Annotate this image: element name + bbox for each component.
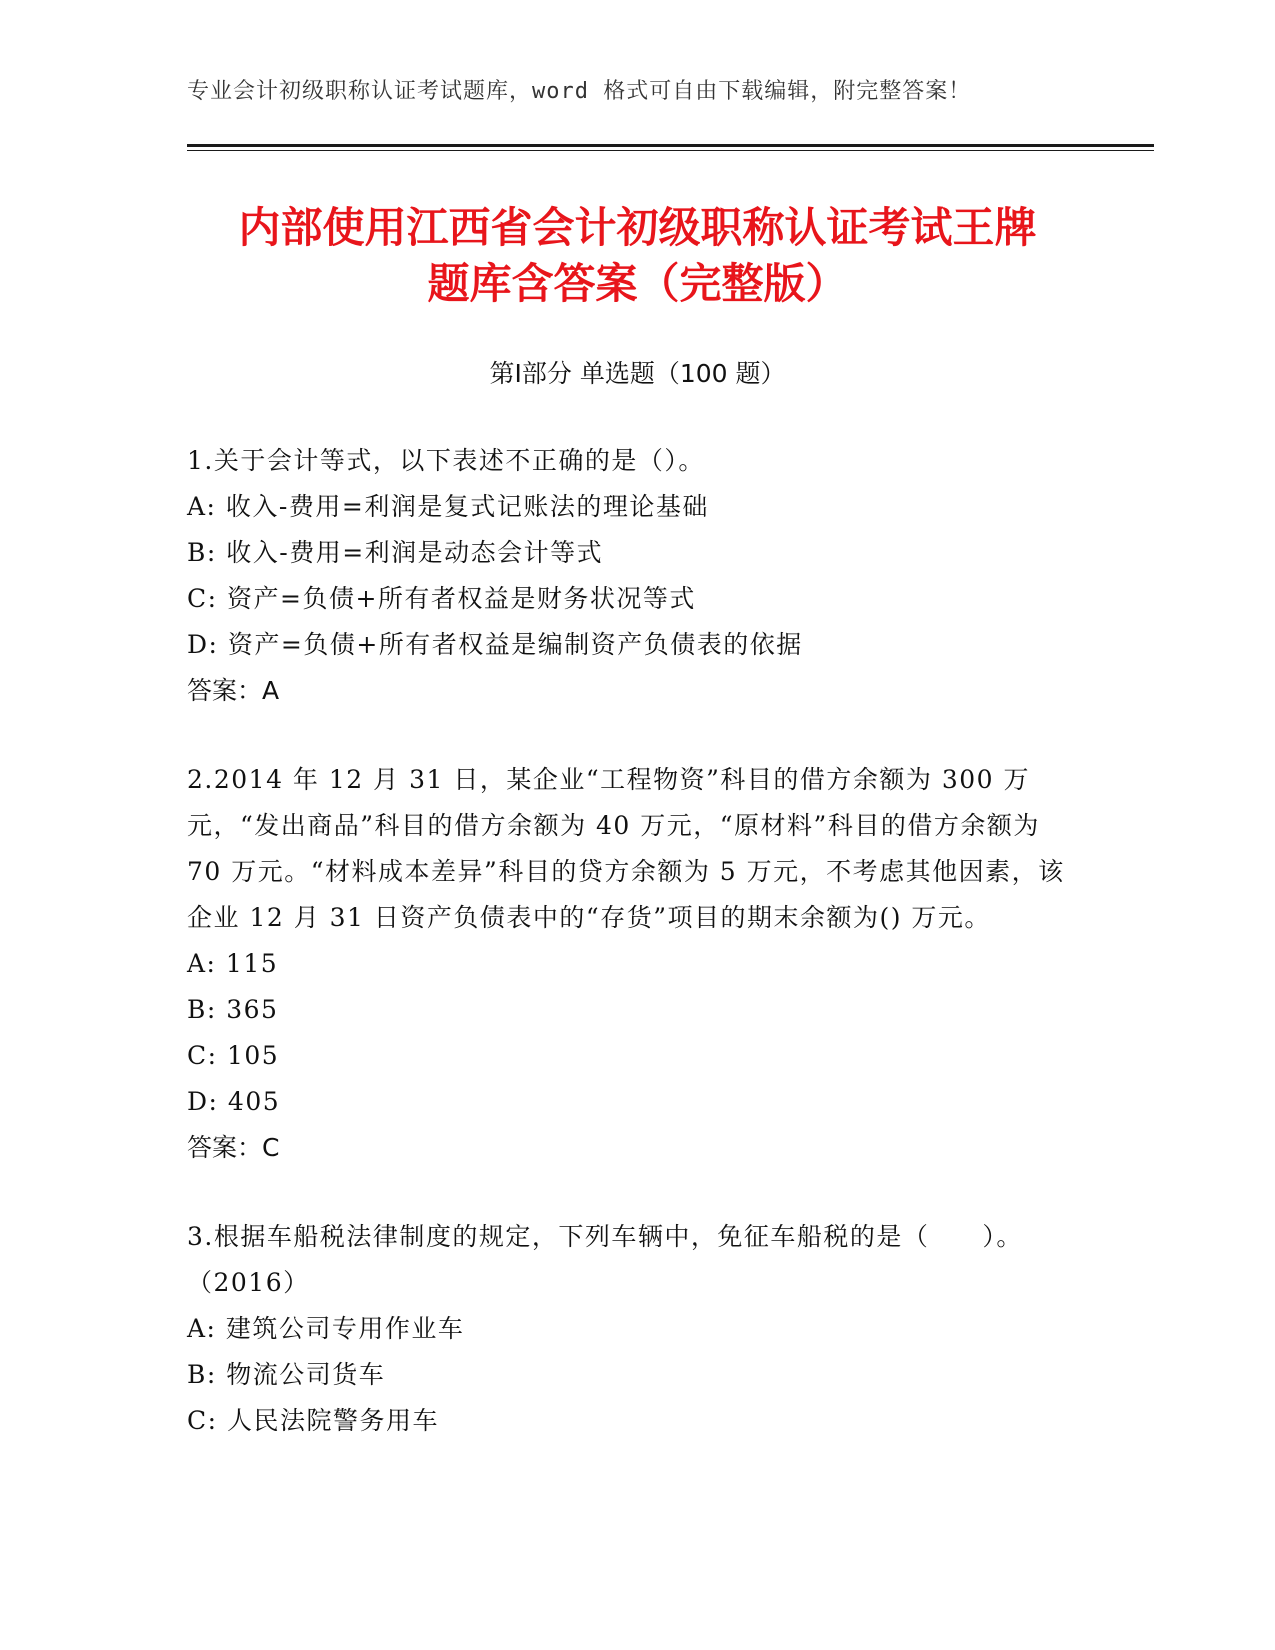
question-3	[187, 1214, 1077, 1444]
option-b: B: 收入-费用=利润是动态会计等式	[187, 538, 604, 567]
section-title: 第Ⅰ部分 单选题（100 题）	[489, 359, 786, 388]
document-title-line-1: 内部使用江西省会计初级职称认证考试王牌	[238, 203, 1037, 252]
option-b: B: 物流公司货车	[187, 1360, 386, 1389]
question-2	[187, 757, 1077, 1171]
option-a: A: 115	[187, 949, 279, 978]
question-1	[187, 438, 1077, 714]
option-a: A: 建筑公司专用作业车	[187, 1314, 465, 1343]
answer: 答案：A	[187, 676, 280, 705]
question-list	[187, 438, 1077, 1487]
option-b: B: 365	[187, 995, 279, 1024]
option-c: C: 人民法院警务用车	[187, 1406, 439, 1435]
option-d: D: 405	[187, 1087, 281, 1116]
header-divider-thick	[187, 144, 1154, 147]
question-stem: 2.2014 年 12 月 31 日，某企业“工程物资”科目的借方余额为 300 万元，“发出商品”科目的借方余额为 40 万元，“原材料”科目的借方余额为 70 万元。“材料成本差异”科目的贷方余额为 5 万元，不考虑其他因素，该企业 12 月 31 日资产负债表中的“存货”项目的期末余额为() 万元。	[187, 765, 1065, 932]
option-c: C: 资产=负债+所有者权益是财务状况等式	[187, 584, 696, 613]
answer: 答案：C	[187, 1133, 280, 1162]
header-divider-thin	[187, 150, 1154, 151]
option-c: C: 105	[187, 1041, 280, 1070]
question-stem: 1.关于会计等式，以下表述不正确的是（）。	[187, 446, 705, 475]
option-d: D: 资产=负债+所有者权益是编制资产负债表的依据	[187, 630, 803, 659]
question-stem: 3.根据车船税法律制度的规定，下列车辆中，免征车船税的是（ ）。（2016）	[187, 1222, 1023, 1297]
option-a: A: 收入-费用=利润是复式记账法的理论基础	[187, 492, 709, 521]
document-title	[180, 200, 1095, 312]
header-note: 专业会计初级职称认证考试题库，word 格式可自由下载编辑，附完整答案！	[187, 79, 972, 104]
document-title-line-2: 题库含答案（完整版）	[427, 259, 848, 308]
